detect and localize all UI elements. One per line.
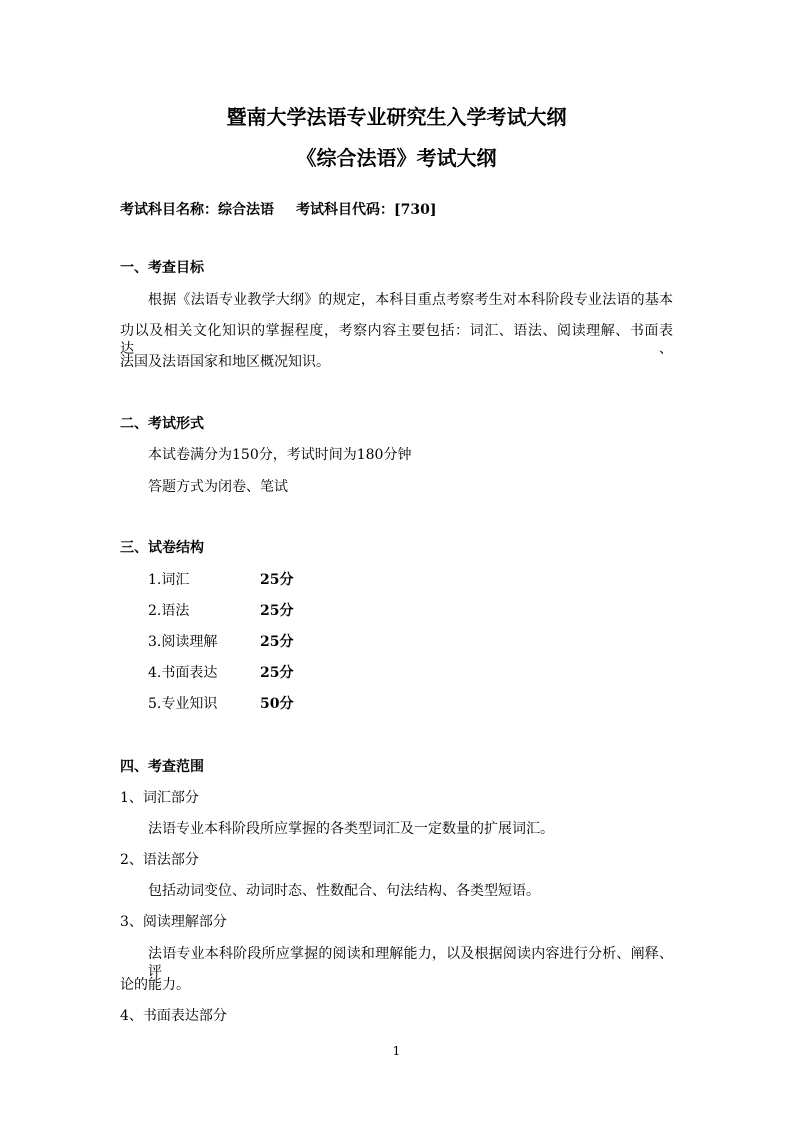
item-score: 25分 <box>260 634 294 650</box>
page-number: 1 <box>392 1044 401 1058</box>
subject-code: 考试科目代码：[730] <box>296 202 437 218</box>
item-score: 25分 <box>260 665 294 681</box>
paragraph-line: 法国及法语国家和地区概况知识。 <box>120 354 330 370</box>
item-name: 2.语法 <box>148 603 190 619</box>
subject-name: 考试科目名称：综合法语 <box>120 202 274 218</box>
section-heading: 四、考查范围 <box>120 759 204 775</box>
item-name: 1.词汇 <box>148 572 190 588</box>
item-name: 4.书面表达 <box>148 665 218 681</box>
item-score: 25分 <box>260 572 294 588</box>
subsection-heading: 4、书面表达部分 <box>120 1008 227 1024</box>
structure-item <box>148 695 348 713</box>
subsection-heading: 1、词汇部分 <box>120 790 199 806</box>
document-title: 暨南大学法语专业研究生入学考试大纲 <box>226 105 567 129</box>
item-name: 5.专业知识 <box>148 696 218 712</box>
structure-item <box>148 664 348 682</box>
paragraph-line: 论的能力。 <box>120 977 190 993</box>
section-heading: 三、试卷结构 <box>120 540 204 556</box>
structure-item <box>148 602 348 620</box>
paragraph-line: 根据《法语专业教学大纲》的规定，本科目重点考察考生对本科阶段专业法语的基本 <box>148 292 673 308</box>
subsection-heading: 2、语法部分 <box>120 852 199 868</box>
structure-item <box>148 571 348 589</box>
paragraph-line: 本试卷满分为150分，考试时间为180分钟 <box>148 447 412 463</box>
paragraph-line: 法语专业本科阶段所应掌握的阅读和理解能力，以及根据阅读内容进行分析、阐释、评 <box>148 946 673 980</box>
section-heading: 二、考试形式 <box>120 416 204 432</box>
item-score: 25分 <box>260 603 294 619</box>
paragraph-line: 功以及相关文化知识的掌握程度，考察内容主要包括：词汇、语法、阅读理解、书面表达、 <box>120 323 673 357</box>
subsection-heading: 3、阅读理解部分 <box>120 914 227 930</box>
structure-item <box>148 633 348 651</box>
item-name: 3.阅读理解 <box>148 634 218 650</box>
item-score: 50分 <box>260 696 294 712</box>
paragraph-line: 包括动词变位、动词时态、性数配合、句法结构、各类型短语。 <box>148 883 540 899</box>
section-heading: 一、考查目标 <box>120 260 204 276</box>
subject-info <box>120 201 436 219</box>
paragraph-line: 答题方式为闭卷、笔试 <box>148 479 288 495</box>
document-subtitle: 《综合法语》考试大纲 <box>296 146 497 170</box>
paragraph-line: 法语专业本科阶段所应掌握的各类型词汇及一定数量的扩展词汇。 <box>148 821 554 837</box>
